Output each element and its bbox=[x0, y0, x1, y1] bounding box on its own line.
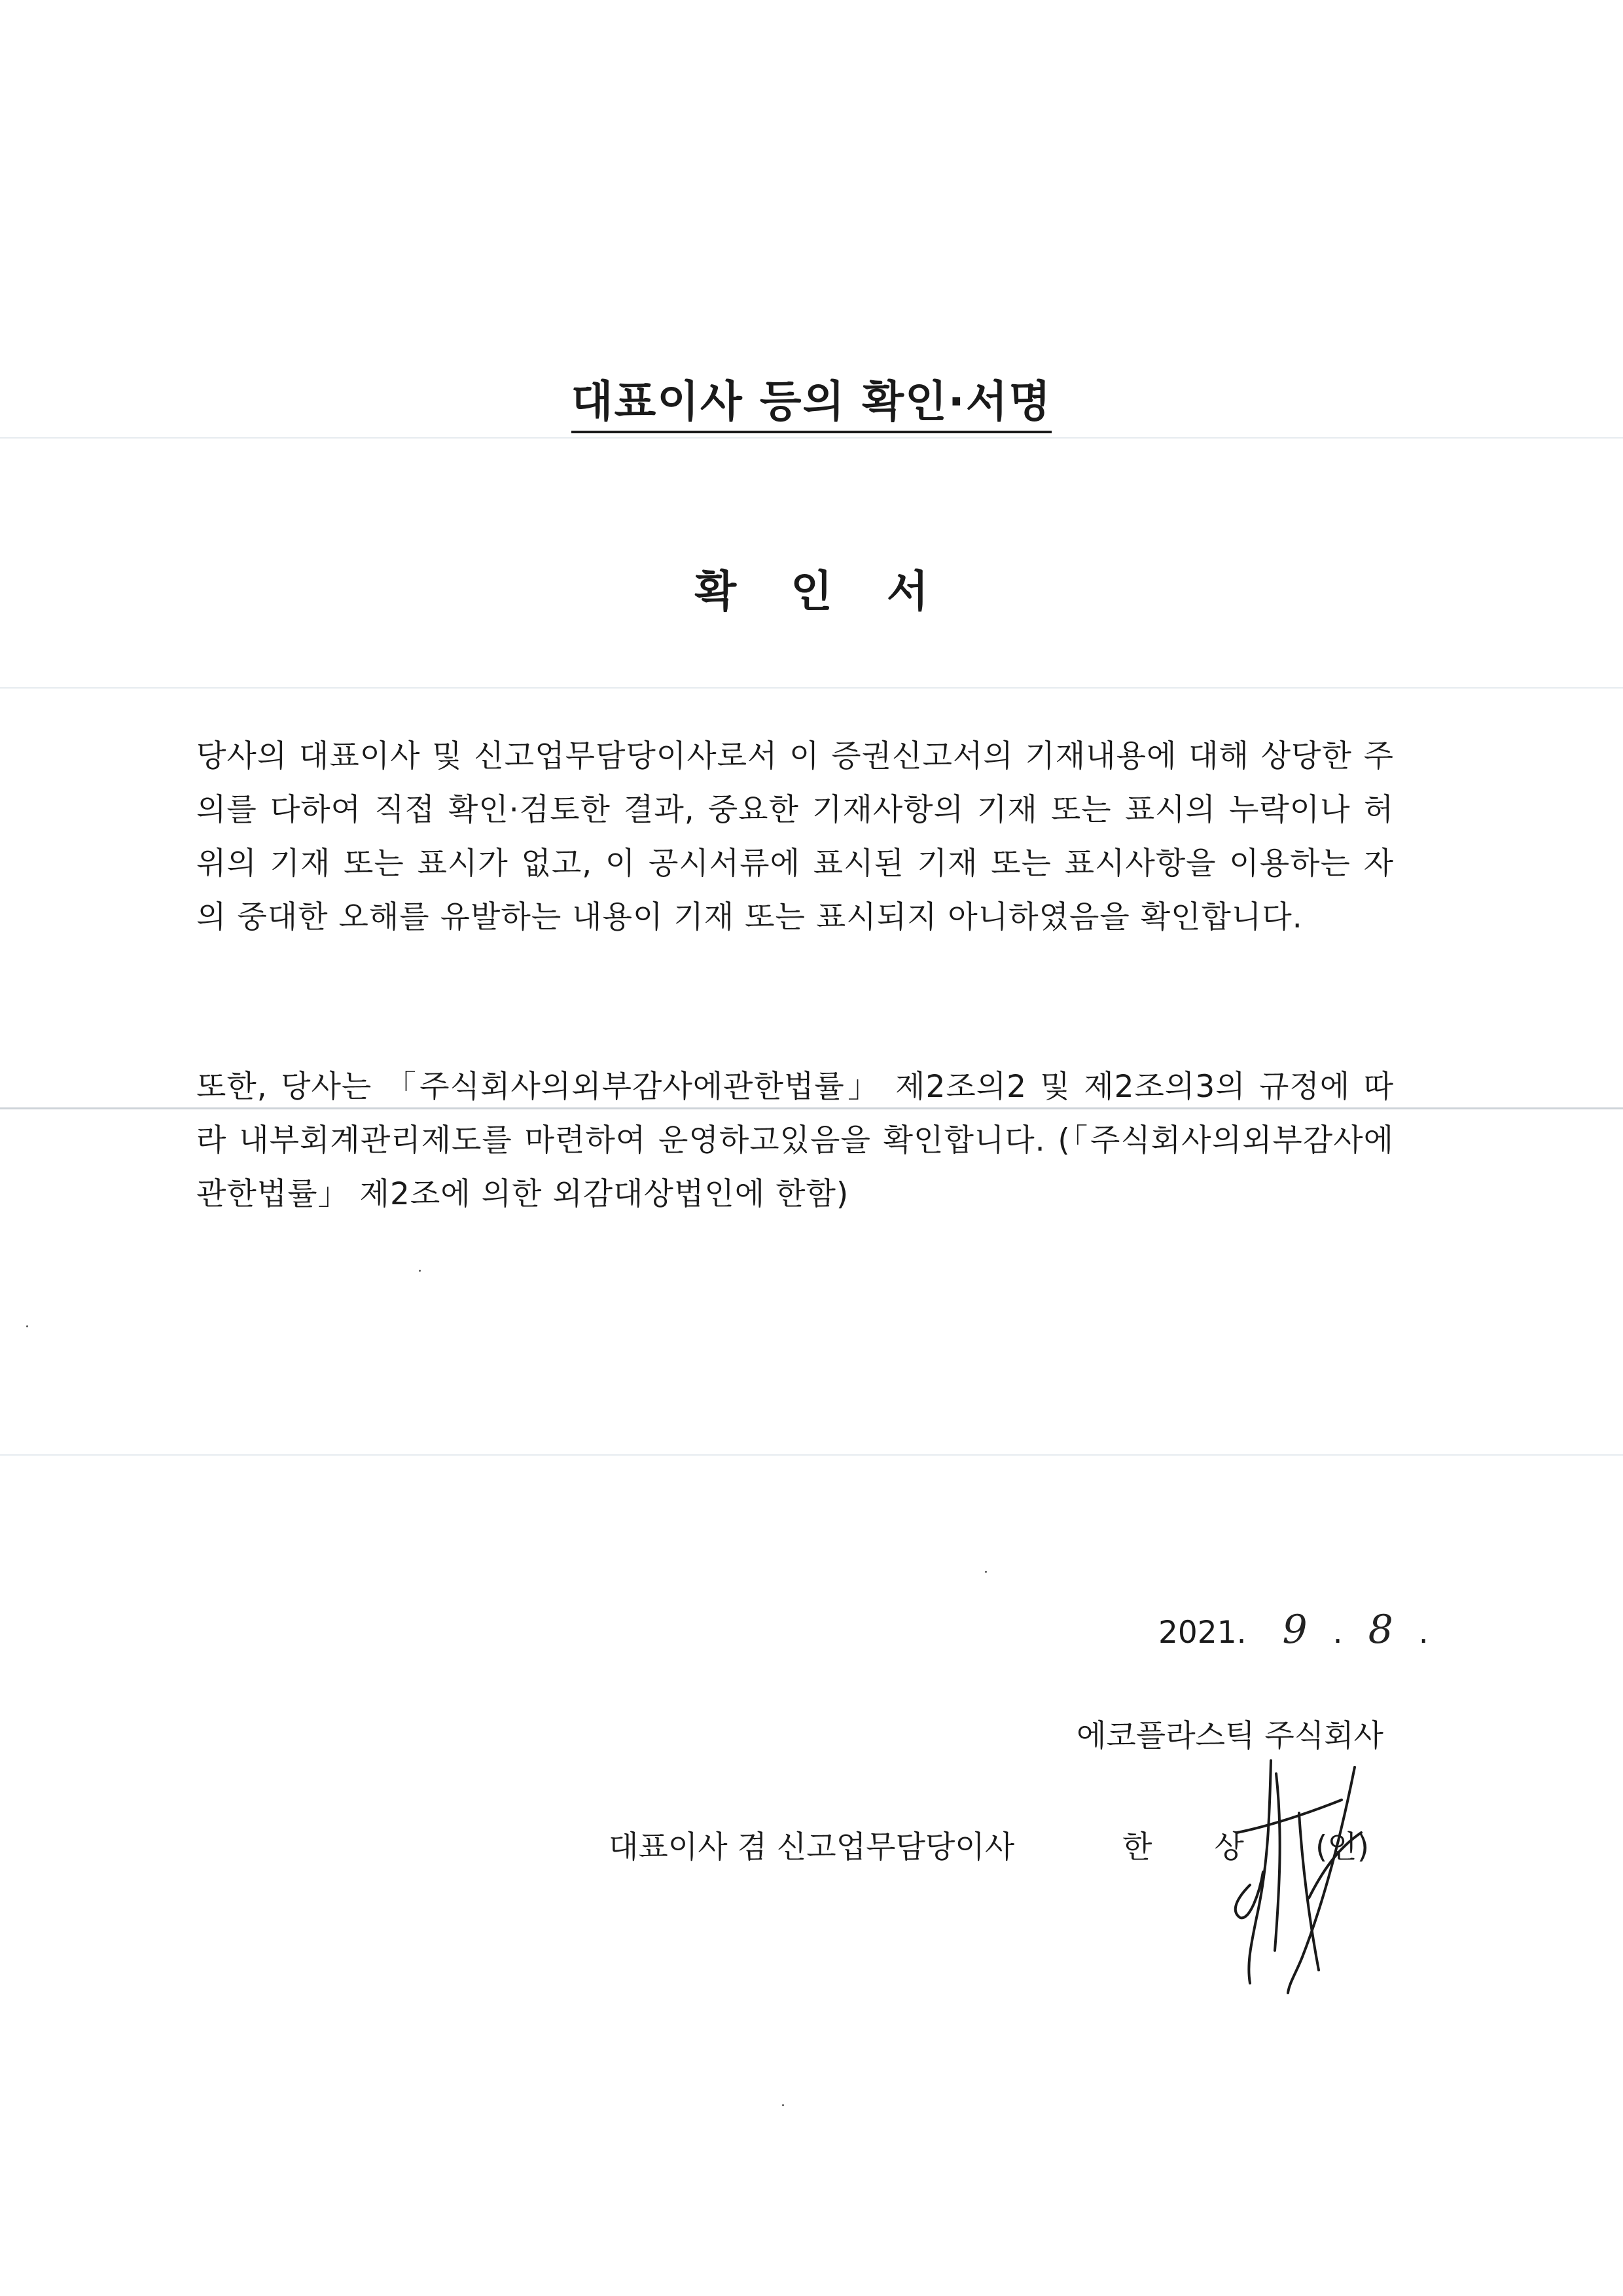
scan-speck bbox=[985, 1571, 987, 1573]
scan-artifact-line bbox=[0, 1454, 1623, 1456]
document-title bbox=[0, 367, 1623, 429]
date-month-handwritten: 9 bbox=[1282, 1607, 1308, 1653]
company-name: 에코플라스틱 주식회사 bbox=[1077, 1718, 1383, 1754]
document-subtitle: 확 인 서 bbox=[694, 566, 948, 617]
scan-artifact-line bbox=[0, 687, 1623, 689]
scan-speck bbox=[419, 1270, 421, 1272]
scan-speck bbox=[782, 2104, 784, 2106]
date-day-handwritten: 8 bbox=[1368, 1607, 1393, 1653]
scan-speck bbox=[26, 1325, 28, 1327]
date-year: 2021. bbox=[1158, 1615, 1247, 1651]
signer-name: 한 상 bbox=[1122, 1829, 1270, 1865]
date-separator: . bbox=[1332, 1615, 1343, 1651]
handwritten-signature bbox=[1211, 1734, 1407, 2009]
document-title-text: 대표이사 등의 확인·서명 bbox=[571, 376, 1052, 433]
seal-mark: (인) bbox=[1315, 1829, 1370, 1865]
signer-title: 대표이사 겸 신고업무담당이사 bbox=[609, 1829, 1015, 1865]
scan-artifact-line bbox=[0, 437, 1623, 439]
date-end: . bbox=[1418, 1615, 1429, 1651]
confirmation-paragraph: 당사의 대표이사 및 신고업무담당이사로서 이 증권신고서의 기재내용에 대해 상당한 주의를 다하여 직접 확인·검토한 결과, 중요한 기재사항의 기재 또는 표시의 누락이나 허위의 기재 또는 표시가 없고, 이 공시서류에 표시된 기재 또는 표시사항을 이용하는 자의 중대한 오해를 유발하는 내용이 기재 또는 표시되지 아니하였음을 확인합니다. bbox=[196, 738, 1394, 935]
date-line bbox=[1158, 1607, 1429, 1653]
internal-control-paragraph: 또한, 당사는 「주식회사의외부감사에관한법률」 제2조의2 및 제2조의3의 규정에 따라 내부회계관리제도를 마련하여 운영하고있음을 확인합니다. (「주식회사의외부감사에관한법률」 제2조에 의한 외감대상법인에 한함) bbox=[196, 1069, 1394, 1212]
